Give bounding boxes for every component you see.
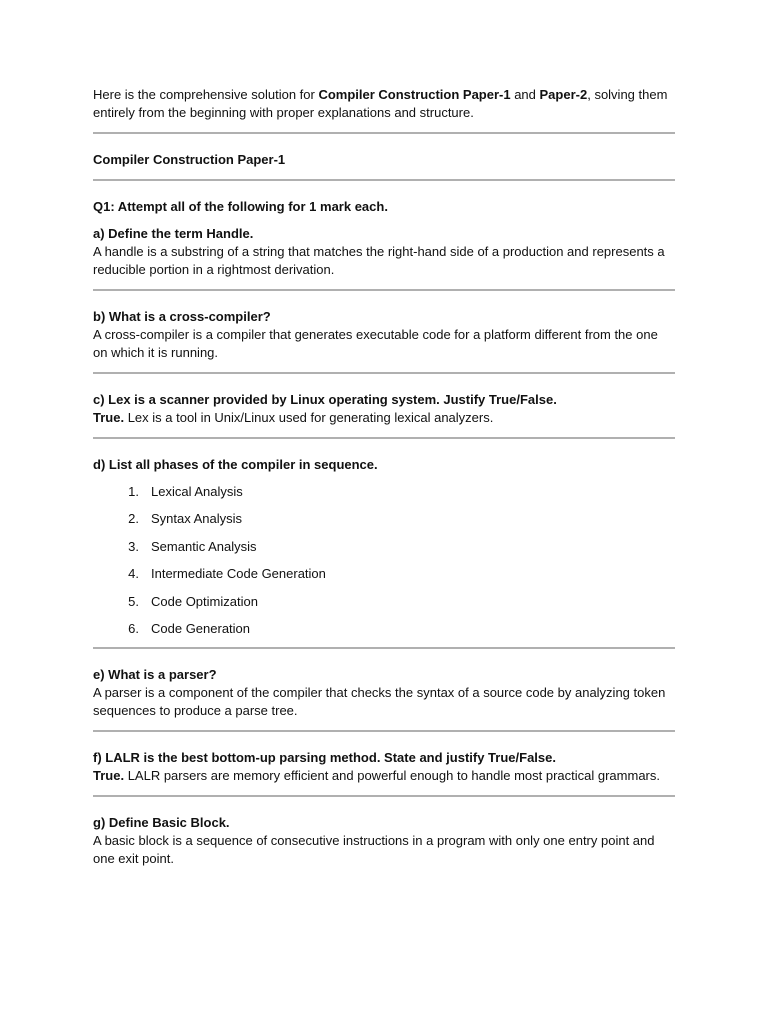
list-item-label: Semantic Analysis	[151, 538, 257, 554]
list-item	[93, 538, 675, 565]
question-c-title: c) Lex is a scanner provided by Linux operating system. Justify True/False.	[93, 392, 557, 407]
compiler-phases-list	[93, 483, 675, 647]
list-item-number: 1.	[128, 484, 139, 499]
list-item-label: Code Generation	[151, 620, 251, 636]
question-a-answer: A handle is a substring of a string that matches the right-hand side of a production and represents a reducible portion in a rightmost derivation.	[93, 244, 665, 277]
intro-paragraph	[93, 86, 675, 122]
question-g	[93, 797, 675, 878]
intro-suffix: , solving them entirely from the beginning with proper explanations and structure.	[93, 87, 668, 120]
question-c-answer	[93, 409, 675, 427]
list-item	[93, 593, 675, 620]
question-c-explanation: Lex is a tool in Unix/Linux used for generating lexical analyzers.	[124, 410, 494, 425]
question-b-title: b) What is a cross-compiler?	[93, 309, 271, 324]
list-item	[93, 565, 675, 592]
question-f-answer	[93, 767, 675, 785]
question-c	[93, 374, 675, 437]
intro-prefix: Here is the comprehensive solution for	[93, 87, 319, 102]
list-item-label: Intermediate Code Generation	[151, 566, 326, 582]
question-g-title: g) Define Basic Block.	[93, 815, 230, 831]
question-b-answer: A cross-compiler is a compiler that generates executable code for a platform different from the one on which it is running.	[93, 327, 658, 360]
list-item-number: 5.	[128, 593, 139, 609]
question-f-title: f) LALR is the best bottom-up parsing method. State and justify True/False.	[93, 750, 556, 766]
question-e-title: e) What is a parser?	[93, 667, 217, 683]
list-item-number: 4.	[128, 566, 139, 582]
list-item	[93, 483, 675, 510]
list-item-number: 6.	[128, 620, 139, 636]
question-d	[93, 439, 675, 647]
intro-paper1: Compiler Construction Paper-1	[318, 87, 511, 102]
question-f-explanation: LALR parsers are memory efficient and powerful enough to handle most practical grammars.	[124, 768, 660, 784]
question-d-title: d) List all phases of the compiler in sequence.	[93, 457, 378, 472]
list-item	[93, 510, 675, 537]
question-e	[93, 649, 675, 730]
intro-and: and	[510, 87, 540, 102]
question-f-verdict: True.	[93, 768, 125, 784]
list-item	[93, 620, 675, 647]
list-item-number: 3.	[128, 538, 139, 554]
question-e-answer: A parser is a component of the compiler that checks the syntax of a source code by analyzing token sequences to produce a parse tree.	[93, 685, 666, 719]
list-item-label: Lexical Analysis	[151, 484, 243, 499]
question-g-answer: A basic block is a sequence of consecutive instructions in a program with only one entry point and one exit point.	[93, 833, 655, 867]
question-a	[93, 225, 675, 289]
question-f	[93, 732, 675, 795]
q1-title: Q1: Attempt all of the following for 1 mark each.	[93, 199, 388, 214]
list-item-label: Syntax Analysis	[151, 511, 243, 527]
question-a-title: a) Define the term Handle.	[93, 226, 254, 241]
list-item-label: Code Optimization	[151, 593, 258, 609]
question-c-verdict: True.	[93, 410, 125, 425]
intro-paper2: Paper-2	[539, 87, 588, 102]
paper-title: Compiler Construction Paper-1	[93, 152, 286, 167]
list-item-number: 2.	[128, 511, 139, 527]
document-body	[93, 86, 675, 878]
question-b	[93, 291, 675, 372]
